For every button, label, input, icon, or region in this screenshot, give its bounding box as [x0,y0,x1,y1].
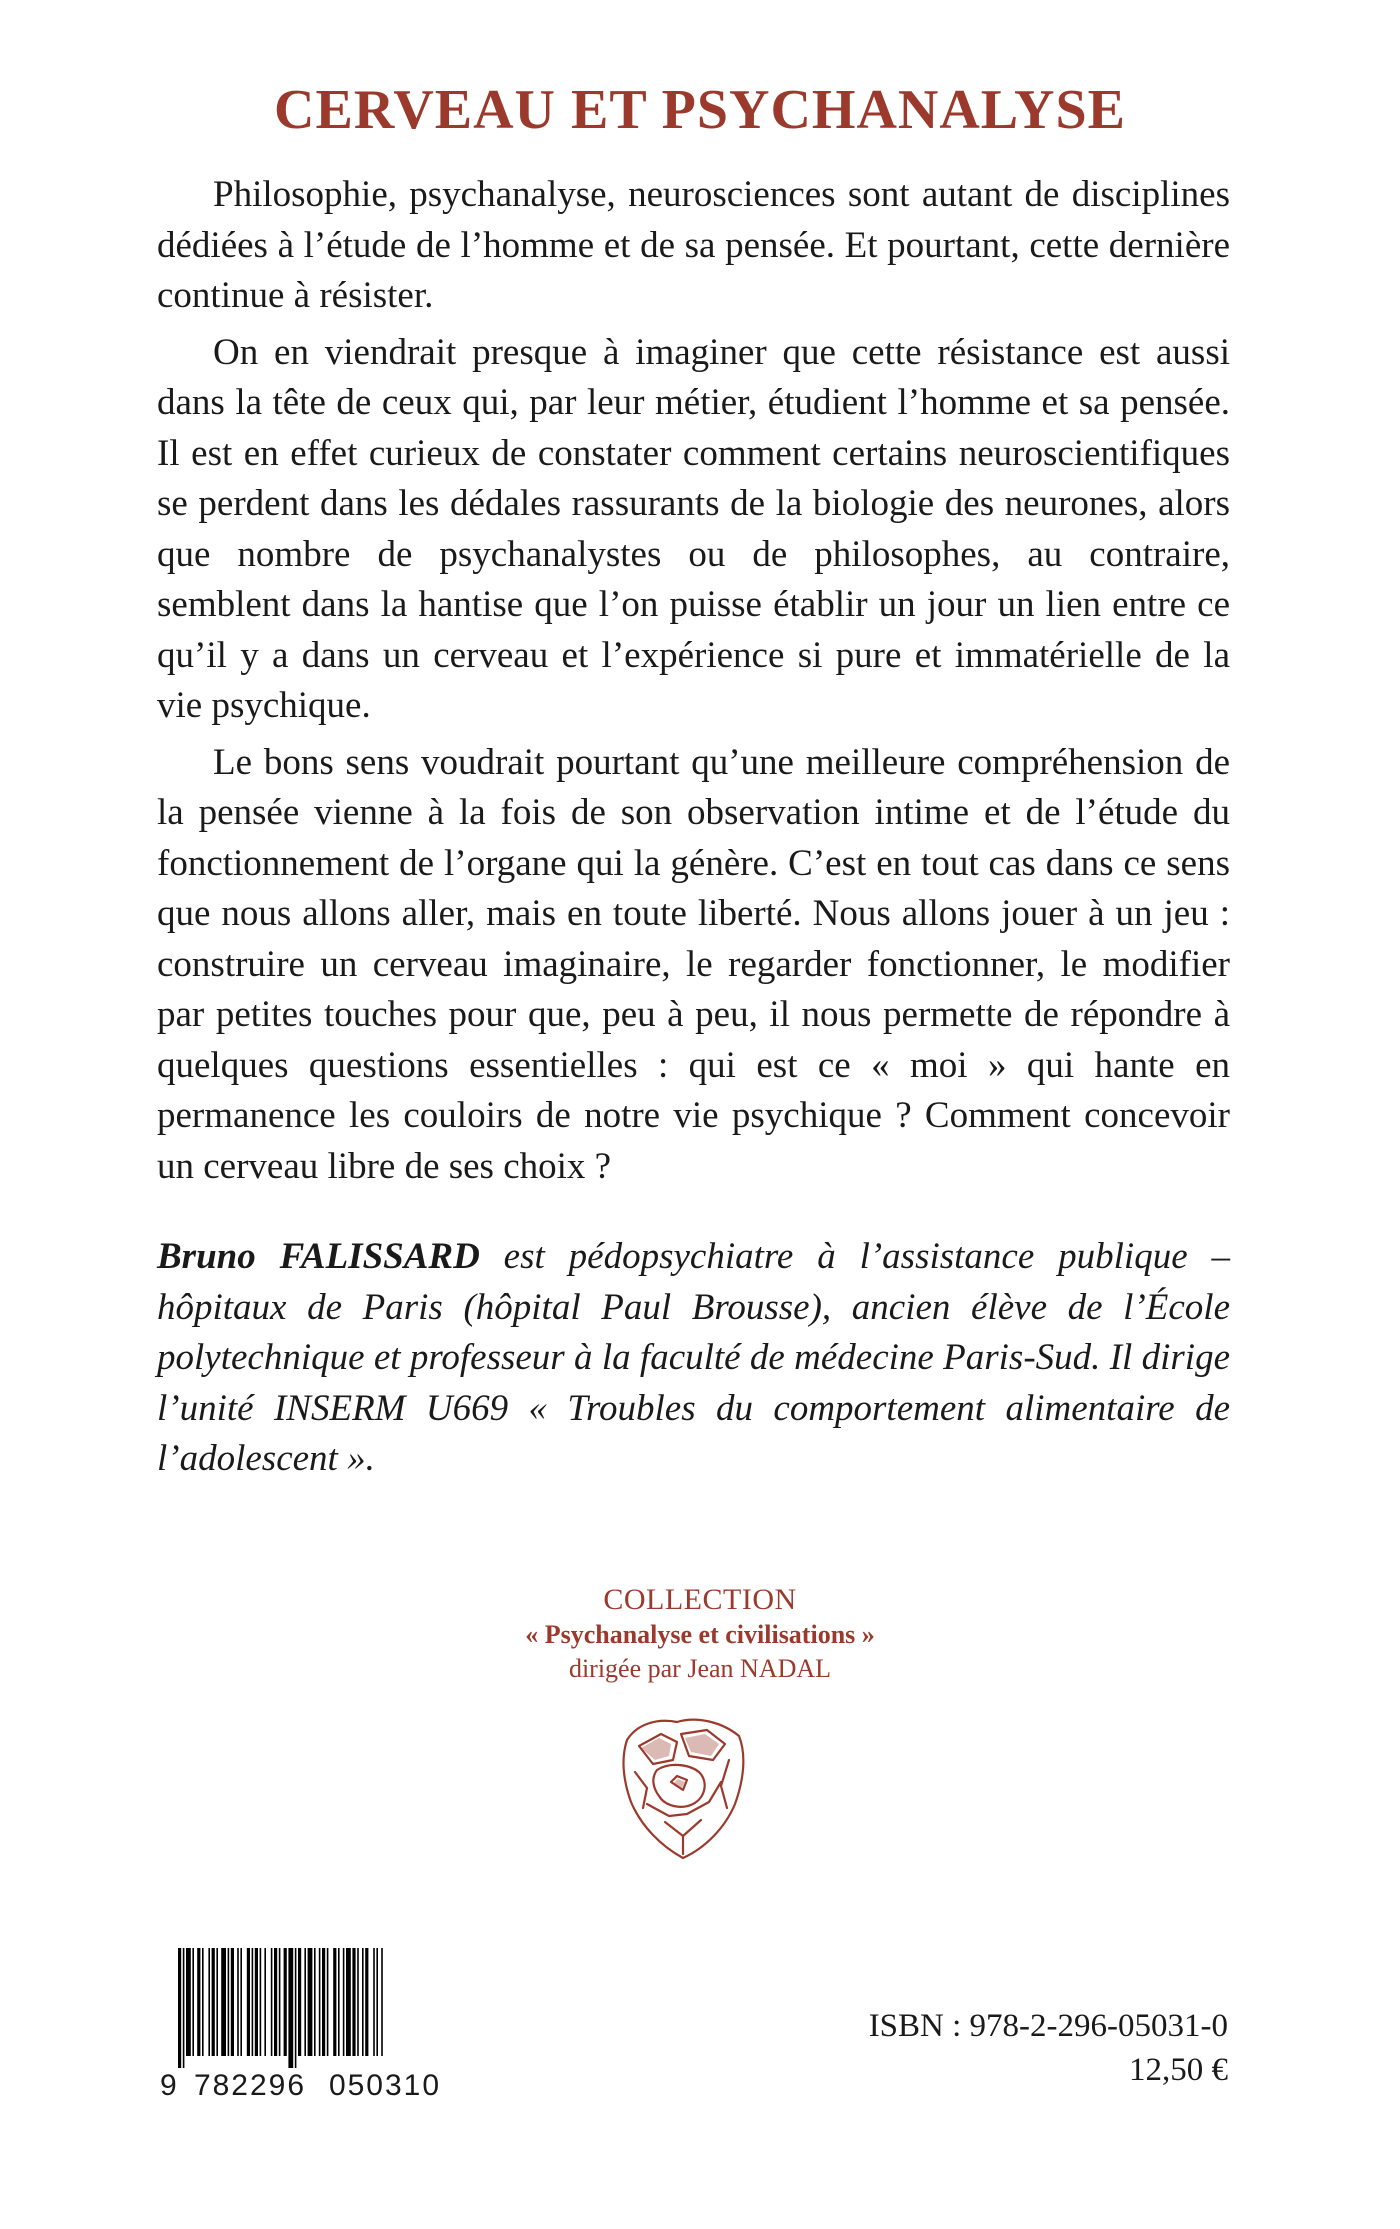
isbn-number: ISBN : 978-2-296-05031-0 [868,2008,1228,2044]
barcode-bars [160,1948,460,2068]
publisher-emblem-icon [617,1712,752,1862]
barcode-bar [352,1948,355,2056]
barcode-bar [365,1948,368,2056]
barcode-bar [357,1948,359,2056]
barcode-left-digits: 782296 [193,2069,307,2102]
blurb [157,170,1230,1198]
collection-director: dirigée par Jean NADAL [568,1654,832,1683]
barcode-bar [343,1948,345,2056]
barcode-bar [240,1948,242,2056]
barcode-bar [288,1948,293,2068]
blurb-paragraph-2: On en viendrait presque à imaginer que cette résistance est aussi dans la tête de ceux qui, par leur métier, étudient l’homme et sa pensée. Il est en effet curieux de constater comment certains neuroscientifiques se perdent dans les dédales rassurants de la biologie des neurones, alors que nombre de psychanalystes ou de philosophes, au contraire, semblent dans la hantise que l’on puisse établir un jour un lien entre ce qu’il y a dans un cerveau et l’expérience si pure et immatérielle de la vie psychique. [157,331,1230,726]
barcode-bar [271,1948,273,2056]
barcode-bar [376,1948,378,2056]
barcode-bar [216,1948,218,2056]
barcode-bar [264,1948,266,2056]
barcode-bar [346,1948,351,2056]
barcode-bar [298,1948,301,2056]
author-name: Bruno FALISSARD [157,1236,480,1277]
barcode-right-digits: 050310 [328,2069,442,2102]
barcode-bar [322,1948,325,2056]
barcode-bar [192,1948,194,2056]
barcode-bar [274,1948,277,2056]
barcode-bar [373,1948,375,2056]
barcode-bar [327,1948,329,2056]
collection-heading: COLLECTION [603,1583,797,1616]
barcode-bar [186,1948,191,2056]
author-bio-text: est pédopsychiatre à l’assistance publique – hôpitaux de Paris (hôpital Paul Brousse), ancien élève de l’École polytechnique et professeur à la faculté de médecine Paris-Sud. Il dirige l’unité INSERM U669 « Troubles du comportement alimentaire de l’adolescent ». [157,1236,1230,1479]
barcode-bar [308,1948,313,2056]
barcode-bar [295,1948,297,2068]
collection-name: « Psychanalyse et civilisations » [525,1620,875,1649]
barcode-bar [338,1948,340,2056]
barcode-bar [362,1948,364,2056]
barcode-bar [381,1948,383,2056]
barcode-bar [208,1948,210,2056]
collection-block [0,1582,1400,1686]
book-title: CERVEAU ET PSYCHANALYSE [274,79,1126,141]
barcode-bar [284,1948,287,2056]
barcode-bar [247,1948,250,2056]
barcode-bar [260,1948,262,2056]
blurb-paragraph-1: Philosophie, psychanalyse, neurosciences sont autant de disciplines dédiées à l’étude de l’homme et de sa pensée. Et pourtant, cette dernière continue à résister. [157,174,1230,316]
barcode-bar [319,1948,321,2056]
blurb-paragraph-3: Le bons sens voudrait pourtant qu’une meilleure compréhension de la pensée vienne à la fois de son observation intime et de l’étude du fonctionnement de l’organe qui la génère. C’est en tout cas dans ce sens que nous allons aller, mais en toute liberté. Nous allons jouer à un jeu : construire un cerveau imaginaire, le regarder fonctionner, le modifier par petites touches pour que, peu à peu, il nous permette de répondre à quelques questions essentielles : qui est ce « moi » qui hante en permanence les couloirs de notre vie psychique ? Comment concevoir un cerveau libre de ses choix ? [157,741,1230,1187]
barcode-bar [255,1948,258,2056]
price: 12,50 € [1129,2052,1228,2088]
barcode [160,1948,460,2108]
barcode-bar [252,1948,254,2056]
barcode-bar [237,1948,239,2056]
barcode-first-digit: 9 [160,2069,177,2102]
barcode-bar [333,1948,336,2056]
isbn-block [700,2004,1228,2092]
barcode-bar [304,1948,306,2056]
barcode-bar [279,1948,281,2056]
barcode-bar [183,1948,185,2068]
barcode-bar [231,1948,234,2056]
barcode-bar [221,1948,226,2056]
barcode-bar [228,1948,230,2056]
barcode-bar [178,1948,181,2068]
author-bio [157,1232,1230,1485]
barcode-bar [314,1948,316,2056]
barcode-bar [197,1948,200,2056]
barcode-bar [212,1948,215,2056]
barcode-bar [202,1948,204,2056]
